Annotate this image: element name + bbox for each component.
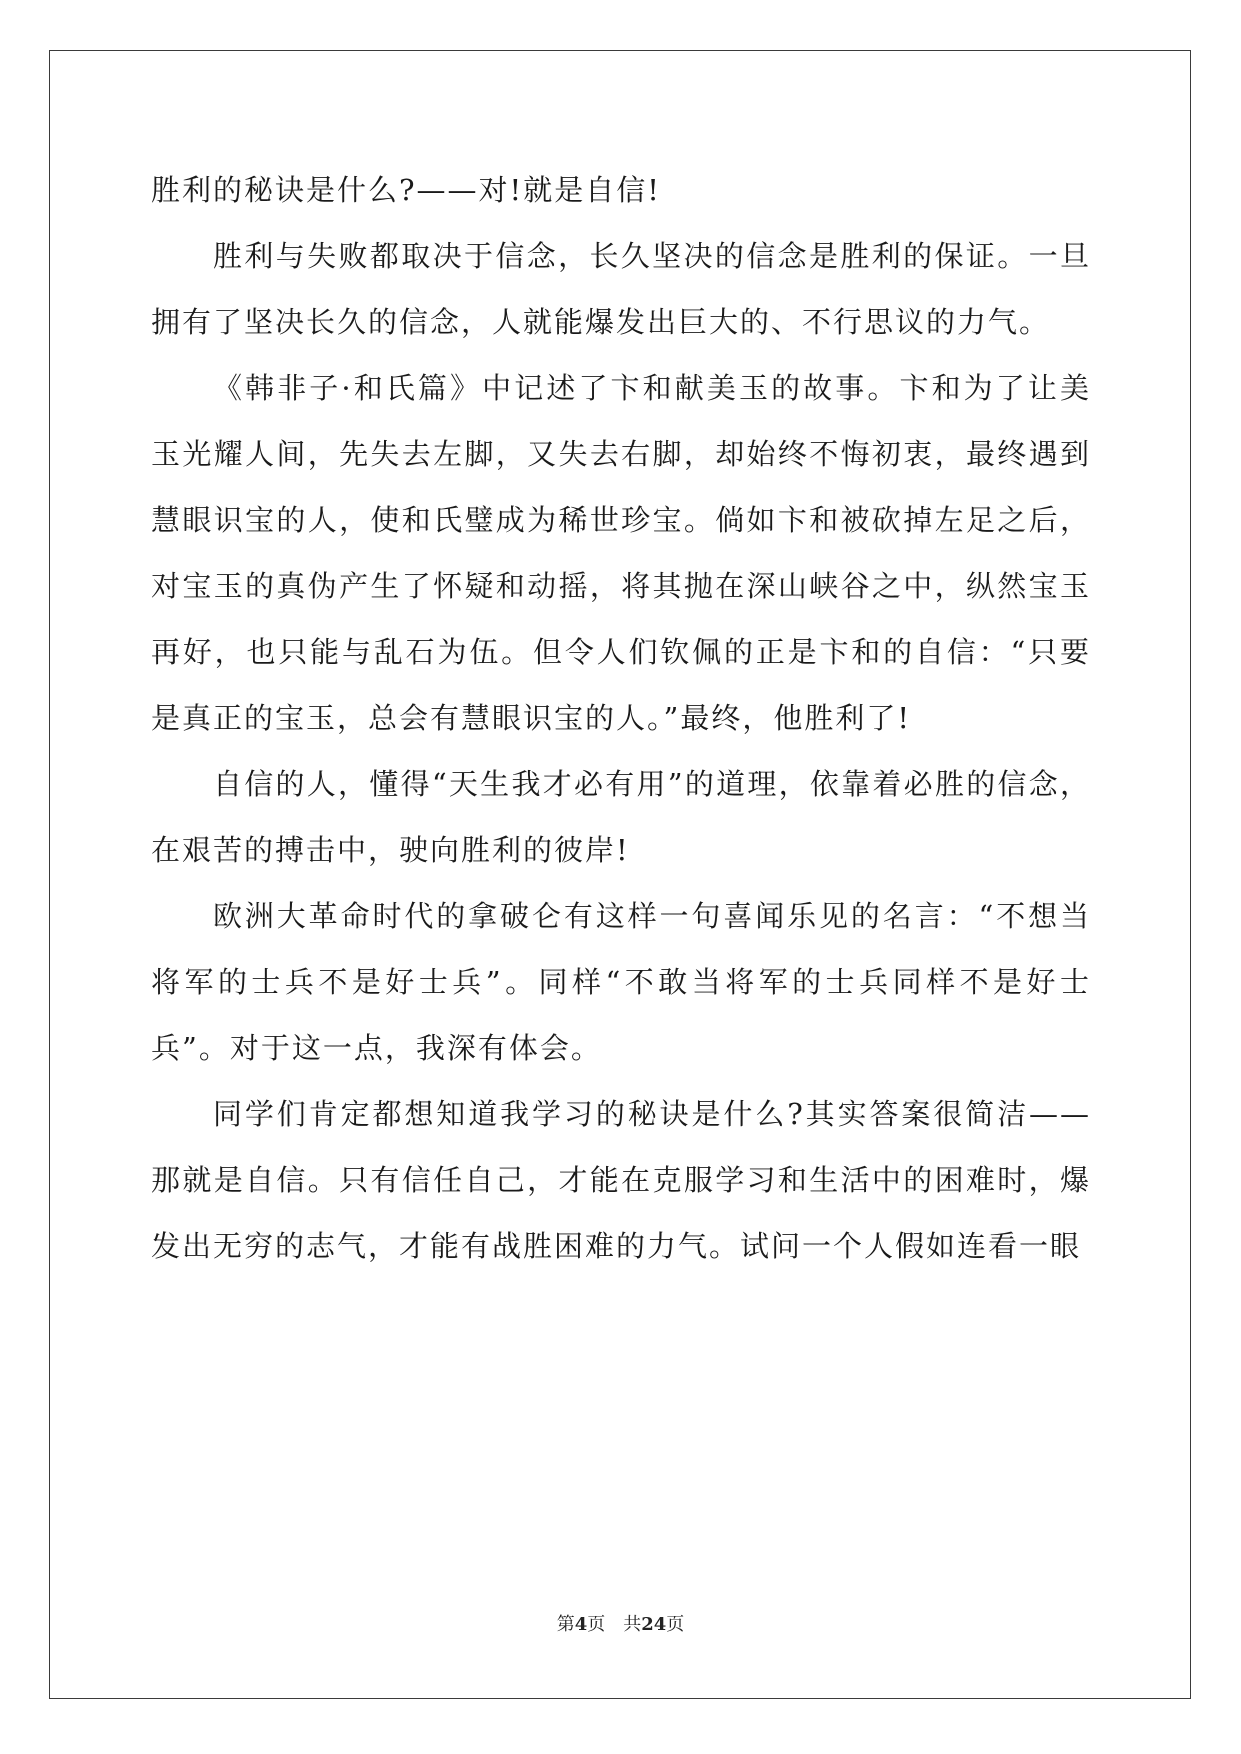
paragraph: 胜利的秘诀是什么?——对!就是自信! [151,173,661,207]
paragraph: 欧洲大革命时代的拿破仑有这样一句喜闻乐见的名言：“不想当将军的士兵不是好士兵”。同样“不敢当将军的士兵同样不是好士兵”。对于这一点，我深有体会。 [151,899,1091,1065]
paragraph: 同学们肯定都想知道我学习的秘诀是什么?其实答案很简洁——那就是自信。只有信任自己，才能在克服学习和生活中的困难时，爆发出无穷的志气，才能有战胜困难的力气。试问一个人假如连看一眼 [151,1097,1091,1263]
page-number: 4 [574,1614,588,1635]
page-prefix: 第 [556,1614,575,1635]
paragraph: 自信的人，懂得“天生我才必有用”的道理，依靠着必胜的信念，在艰苦的搏击中，驶向胜利的彼岸! [151,767,1091,867]
paragraph: 《韩非子·和氏篇》中记述了卞和献美玉的故事。卞和为了让美玉光耀人间，先失去左脚，又失去右脚，却始终不悔初衷，最终遇到慧眼识宝的人，使和氏璧成为稀世珍宝。倘如卞和被砍掉左足之后，对宝玉的真伪产生了怀疑和动摇，将其抛在深山峡谷之中，纵然宝玉再好，也只能与乱石为伍。但令人们钦佩的正是卞和的自信：“只要是真正的宝玉，总会有慧眼识宝的人。”最终，他胜利了! [151,371,1091,735]
total-suffix: 页 [666,1614,685,1635]
paragraph: 胜利与失败都取决于信念，长久坚决的信念是胜利的保证。一旦拥有了坚决长久的信念，人就能爆发出巨大的、不行思议的力气。 [151,239,1091,339]
total-pages: 24 [641,1614,667,1635]
page-footer [0,1610,1241,1636]
document-body [151,157,1091,1279]
total-prefix: 共 [623,1614,642,1635]
page-suffix: 页 [587,1614,606,1635]
